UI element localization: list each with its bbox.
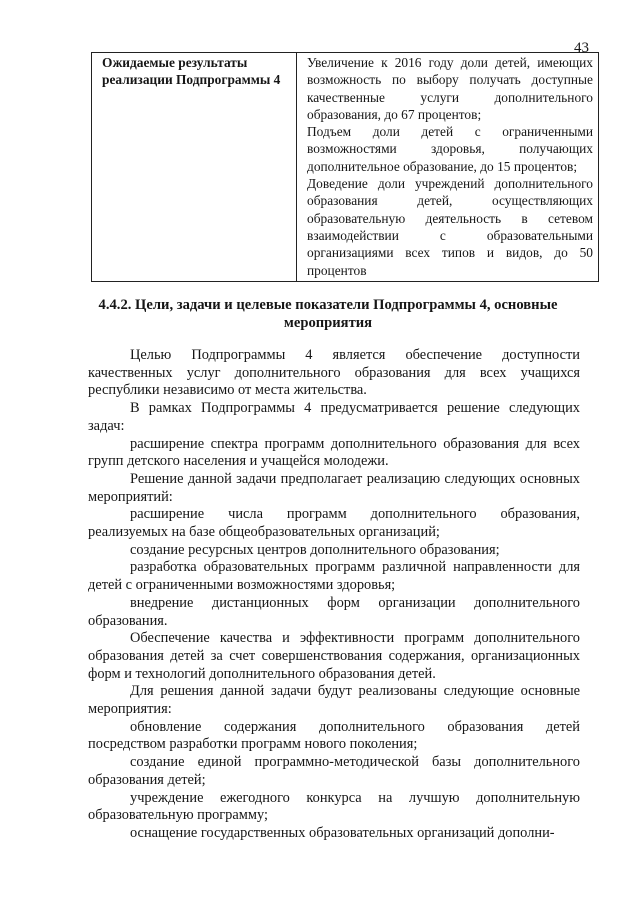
section-body xyxy=(88,347,580,843)
paragraph: обновление содержания дополнительного образования детей посредством разработки программ нового поколения; xyxy=(88,718,580,753)
paragraph: внедрение дистанционных форм организации дополнительного образования. xyxy=(88,594,580,629)
section-heading: 4.4.2. Цели, задачи и целевые показатели Подпрограммы 4, основные мероприятия xyxy=(98,297,558,331)
paragraph: Обеспечение качества и эффективности программ дополнительного образования детей за счет совершенствования содержания, организационных форм и технологий дополнительного образования детей. xyxy=(88,630,580,682)
page-number: 43 xyxy=(574,40,589,56)
paragraph: создание единой программно-методической базы дополнительного образования детей; xyxy=(88,754,580,788)
paragraph: расширение числа программ дополнительного образования, реализуемых на базе общеобразовательных организаций; xyxy=(88,506,580,541)
result-item: Доведение доли учреждений дополнительного образования детей, осуществляющих образовательную деятельность в сетевом взаимодействии с образовательными организациями всех типов и видов, до 50 процентов xyxy=(307,176,593,278)
result-item: Подъем доли детей с ограниченными возможностями здоровья, получающих дополнительное образование, до 15 процентов; xyxy=(307,124,593,174)
expected-results-table xyxy=(91,52,599,282)
paragraph: В рамках Подпрограммы 4 предусматривается решение следующих задач: xyxy=(88,400,580,434)
paragraph: учреждение ежегодного конкурса на лучшую дополнительную образовательную программу; xyxy=(88,789,580,824)
table-row xyxy=(92,53,599,282)
results-content xyxy=(297,53,599,282)
paragraph: создание ресурсных центров дополнительного образования; xyxy=(130,541,500,558)
paragraph: Решение данной задачи предполагает реализацию следующих основных мероприятий: xyxy=(88,470,580,505)
paragraph: Целью Подпрограммы 4 является обеспечение доступности качественных услуг дополнительного образования для всех учащихся республики независимо от места жительства. xyxy=(88,347,580,399)
result-item: Увеличение к 2016 году доли детей, имеющих возможность по выбору получать доступные качественные услуги дополнительного образования, до 67 процентов; xyxy=(307,55,593,122)
paragraph: расширение спектра программ дополнительного образования для всех групп детского населения и учащейся молодежи. xyxy=(88,435,580,470)
paragraph: разработка образовательных программ различной направленности для детей с ограниченными возможностями здоровья; xyxy=(88,559,580,594)
paragraph: оснащение государственных образовательных организаций дополни- xyxy=(130,824,555,841)
results-label: Ожидаемые результаты реализации Подпрограммы 4 xyxy=(92,53,297,282)
paragraph: Для решения данной задачи будут реализованы следующие основные мероприятия: xyxy=(88,683,580,718)
